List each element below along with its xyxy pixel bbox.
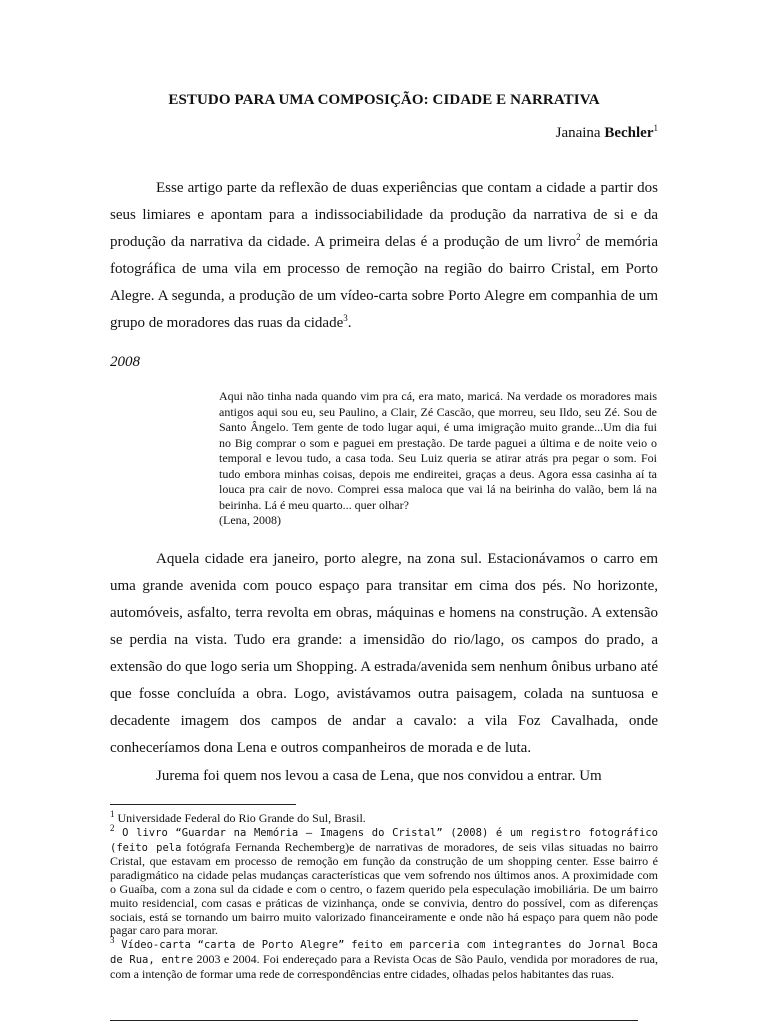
narrative-paragraph-continued: Jurema foi quem nos levou a casa de Lena, que nos convidou a entrar. Um <box>156 768 602 784</box>
quote-citation: (Lena, 2008) <box>219 513 281 527</box>
intro-text-a: Esse artigo parte da reflexão de duas experiências que contam a cidade a partir dos seus limiares e apontam para a indissociabilidade da produção da narrativa de si e da produção da narrativa da cidade. A primeira delas é a produção de um livro <box>110 180 658 250</box>
footnote-2-number: 2 <box>110 822 115 833</box>
footnotes <box>110 809 659 982</box>
year-heading: 2008 <box>110 354 140 370</box>
footnote-1-text: Universidade Federal do Rio Grande do Sul, Brasil. <box>114 811 366 825</box>
page-bottom-rule <box>110 1020 638 1021</box>
footnote-1-number: 1 <box>110 809 115 819</box>
intro-text-b: de memória fotográfica de uma vila em processo de remoção na região do bairro Cristal, em Porto Alegre. A segunda, a produção de um vídeo-carta sobre Porto Alegre em companhia de um grupo de moradores das ruas da cidade <box>110 234 658 331</box>
footnote-2 <box>110 822 659 938</box>
footnote-ref-2[interactable]: 2 <box>576 232 581 242</box>
footnote-2-lead: O livro “Guardar na Memória – Imagens do Cristal” (2008) é um registro fotográfico (feito pela <box>110 826 658 854</box>
footnote-ref-3[interactable]: 3 <box>343 313 348 323</box>
footnote-3-lead: Vídeo-carta “carta de Porto Alegre” feito em parceria com integrantes do Jornal Boca de Rua, entre <box>110 939 658 966</box>
footnote-ref-1[interactable]: 1 <box>653 123 658 133</box>
author-first-name: Janaina <box>555 125 601 141</box>
intro-paragraph <box>110 175 658 337</box>
narrative-paragraph: Aquela cidade era janeiro, porto alegre, na zona sul. Estacionávamos o carro em uma grande avenida com pouco espaço para transitar em cima dos pés. No horizonte, automóveis, asfalto, terra revolta em obras, máquinas e homens na construção. A extensão se perdia na vista. Tudo era grande: a imensidão do rio/lago, os campos do prado, a extensão do que logo seria um Shopping. A estrada/avenida sem nenhum ônibus urbano até que fosse concluída a obra. Logo, avistávamos outra paisagem, colada na suntuosa e decadente imagem dos campos de andar a cavalo: a vila Foz Cavalhada, onde conheceríamos dona Lena e outros companheiros de morada e de luta. <box>110 551 658 756</box>
block-quote <box>219 389 657 529</box>
footnote-separator <box>110 804 296 805</box>
footnote-1 <box>110 809 658 826</box>
footnote-2-text: fotógrafa Fernanda Rechemberg)e de narrativas de moradores, de seis vilas situadas no bairro Cristal, que estavam em processo de remoção em função da construção de um shopping center. Esse bairro é paradigmático na cidade pelas mudanças características que vem sofrendo nos últimos anos. A proximidade com o Guaíba, com a zona sul da cidade e com o centro, o fazem querido pela especulação imobiliária. De um bairro muito residencial, com casas e práticas de vizinhança, onde se convivia, dentro do possível, com as diferenças sociais, está se tornando um bairro muito valorizado financeiramente e onde não há espaço para quem não pode pagar caro para morar. <box>110 839 659 938</box>
footnote-3-text: 2003 e 2004. Foi endereçado para a Revista Ocas de São Paulo, vendida por moradores de rua, com a intenção de formar uma rede de correspondências entre cidades, olhadas pelos habitantes das ruas. <box>110 951 659 981</box>
author-line <box>556 125 658 142</box>
footnote-3 <box>110 935 659 981</box>
intro-text-c: . <box>347 315 352 331</box>
footnote-3-number: 3 <box>110 935 115 946</box>
quote-text: Aqui não tinha nada quando vim pra cá, era mato, maricá. Na verdade os moradores mais antigos aqui sou eu, seu Paulino, a Clair, Zé Cascão, que morreu, seu Ildo, seu Zé. Sou de Santo Ângelo. Tem gente de todo lugar aqui, é uma imigração muito grande...Um dia fui no Big comprar o som e paguei em prestação. De tarde paguei a última e de noite veio o temporal e levou tudo, a casa toda. Seu Luiz queria se atirar atrás pra pegar o som. Foi tudo embora minhas coisas, depois me endireitei, graças a deus. Agora essa casinha aí ta louca pra cair de novo. Comprei essa maloca que vai lá na beirinha do valão, bem lá na beirinha. Lá é meu quarto... quer olhar? <box>219 389 657 512</box>
article-title: ESTUDO PARA UMA COMPOSIÇÃO: CIDADE E NARRATIVA <box>168 92 600 108</box>
author-last-name: Bechler <box>604 125 654 141</box>
